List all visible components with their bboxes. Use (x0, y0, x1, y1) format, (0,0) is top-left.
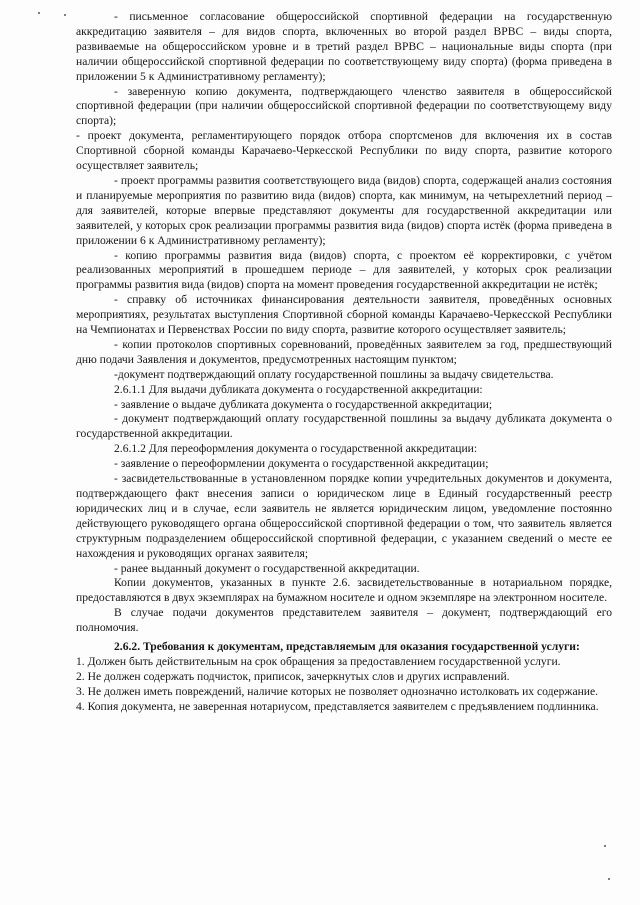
paragraph: -документ подтверждающий оплату государственной пошлины за выдачу свидетельства. (114, 367, 554, 381)
section-heading-2-6-1-1: 2.6.1.1 Для выдачи дубликата документа о государственной аккредитации: (114, 382, 483, 396)
requirement-item: 1. Должен быть действительным на срок обращения за предоставлением государственной услуги. (76, 654, 561, 668)
requirement-item: 3. Не должен иметь повреждений, наличие которых не позволяет однозначно истолковать их содержание. (76, 684, 599, 698)
paragraph: - ранее выданный документ о государственной аккредитации. (114, 561, 420, 575)
paragraph: - копии протоколов спортивных соревнований, проведённых заявителем за год, предшествующий дню подачи Заявления и документов, предусмотренных настоящим пунктом; (76, 337, 612, 366)
section-heading-2-6-1-2: 2.6.1.2 Для переоформления документа о государственной аккредитации: (114, 442, 478, 456)
paragraph: - проект программы развития соответствующего вида (видов) спорта, содержащей анализ состояния и планируемые мероприятия по развитию вида (видов) спорта, как минимум, на четырехлетний период – для заявителей, которые впервые представляют документы для государственной аккредитации или заявителей, у которых срок реализации программы развития вида (видов) спорта истёк (форма приведена в приложении 6 к Административному регламенту); (76, 173, 612, 247)
paragraph: - заявление о выдаче дубликата документа о государственной аккредитации; (114, 397, 493, 411)
scan-speck (608, 878, 610, 880)
paragraph: - справку об источниках финансирования деятельности заявителя, проведённых основных мероприятиях, результатах выступления Спортивной сборной команды Карачаево-Черкесской Республики на Чемпионатах и Первенствах России по виду спорта, развитие которого осуществляет заявитель; (76, 293, 612, 337)
paragraph: - копию программы развития вида (видов) спорта, с проектом её корректировки, с учётом реализованных мероприятий в прошедшем периоде – для заявителей, у которых срок реализации программы развития вида (видов) спорта на момент проведения государственной аккредитации не истёк; (76, 248, 612, 292)
paragraph: - засвидетельствованные в установленном порядке копии учредительных документов и документа, подтверждающего факт внесения записи о юридическом лице в Единый государственный реестр юридических лиц и в случае, если заявитель не является юридическим лицом, уведомление постоянно действующего руководящего органа общероссийской спортивной федерации о том, что заявитель является структурным подразделением общероссийской спортивной федерации, с указанием сведений о месте ее нахождения и руководящих органах заявителя; (76, 472, 612, 560)
paragraph: - проект документа, регламентирующего порядок отбора спортсменов для включения их в состав Спортивной сборной команды Карачаево-Черкесской Республики по виду спорта, развитие которого осуществляет заявитель; (76, 129, 612, 173)
paragraph: В случае подачи документов представителем заявителя – документ, подтверждающий его полномочия. (76, 606, 612, 635)
paragraph: - заявление о переоформлении документа о государственной аккредитации; (114, 457, 489, 471)
scan-speck (604, 845, 606, 847)
requirement-item: 4. Копия документа, не заверенная нотариусом, представляется заявителем с предъявлением подлинника. (76, 699, 599, 713)
requirement-item: 2. Не должен содержать подчисток, приписок, зачеркнутых слов и других исправлений. (76, 669, 510, 683)
section-heading-2-6-2: 2.6.2. Требования к документам, представляемым для оказания государственной услуги: (114, 640, 580, 654)
document-body (76, 10, 612, 715)
paragraph: - письменное согласование общероссийской спортивной федерации на государственную аккредитацию заявителя – для видов спорта, включенных во второй раздел ВРВС – виды спорта, развиваемые на общероссийском уровне и в третий раздел ВРВС – национальные виды спорта (при наличии общероссийской спортивной федерации по соответствующему виду спорта) (форма приведена в приложении 5 к Административному регламенту); (76, 10, 612, 83)
paragraph: Копии документов, указанных в пункте 2.6. засвидетельствованные в нотариальном порядке, предоставляются в двух экземплярах на бумажном носителе и одном экземпляре на электронном носителе. (76, 576, 612, 605)
scan-speck (38, 12, 40, 14)
scan-speck (64, 14, 66, 16)
paragraph: - заверенную копию документа, подтверждающего членство заявителя в общероссийской спортивной федерации (при наличии общероссийской спортивной федерации по соответствующему виду спорта); (76, 84, 612, 128)
paragraph: - документ подтверждающий оплату государственной пошлины за выдачу дубликата документа о государственной аккредитации. (76, 412, 612, 441)
